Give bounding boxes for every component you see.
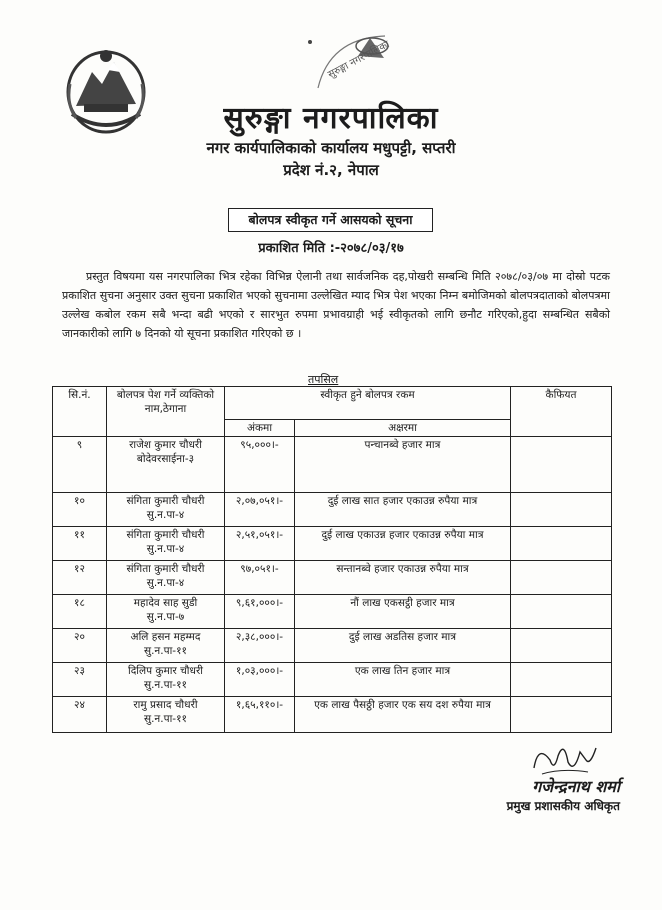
- cell-sn: १८: [53, 595, 107, 629]
- signer-title: प्रमुख प्रशासकीय अधिकृत: [506, 799, 620, 813]
- bidder-name: अलि हसन महम्मद: [130, 631, 201, 643]
- bidder-name: संगिता कुमारी चौधरी: [126, 563, 205, 575]
- cell-figures: ९,६१,०००।-: [225, 595, 295, 629]
- publish-date: प्रकाशित मिति :-२०७८/०३/१७: [258, 241, 404, 256]
- cell-figures: १,०३,०००।-: [225, 663, 295, 697]
- cell-figures: २,५१,०५१।-: [225, 527, 295, 561]
- table-header-row: [53, 387, 612, 420]
- cell-sn: २३: [53, 663, 107, 697]
- cell-remarks: [511, 493, 612, 527]
- handwritten-signature-icon: [528, 738, 600, 780]
- office-address: नगर कार्यपालिकाको कार्यालय मधुपट्टी, सप्तरी: [206, 139, 456, 157]
- cell-remarks: [511, 629, 612, 663]
- cell-sn: १०: [53, 493, 107, 527]
- header-remarks: कैफियत: [511, 387, 612, 437]
- table-row: [53, 437, 612, 493]
- cell-words: एक लाख तिन हजार मात्र: [295, 663, 511, 697]
- bidder-name: रामु प्रसाद चौधरी: [133, 699, 198, 711]
- cell-sn: २४: [53, 697, 107, 733]
- table-row: [53, 595, 612, 629]
- cell-figures: १,६५,११०।-: [225, 697, 295, 733]
- table-row: [53, 697, 612, 733]
- cell-remarks: [511, 561, 612, 595]
- office-name: सुरुङ्गा नगरपालिका: [223, 101, 439, 136]
- cell-sn: २०: [53, 629, 107, 663]
- header-sn: सि.नं.: [53, 387, 107, 437]
- bidder-address: सु.न.पा-११: [144, 679, 187, 691]
- table-row: [53, 629, 612, 663]
- bidder-name: संगिता कुमारी चौधरी: [126, 529, 205, 541]
- cell-bidder: [107, 663, 225, 697]
- bidder-address: सु.न.पा-४: [146, 543, 185, 555]
- notice-title: बोलपत्र स्वीकृत गर्ने आसयको सूचना: [248, 212, 413, 227]
- cell-sn: ११: [53, 527, 107, 561]
- cell-words: पन्चानब्वे हजार मात्र: [295, 437, 511, 493]
- bidder-address: सु.न.पा-४: [146, 509, 185, 521]
- cell-remarks: [511, 595, 612, 629]
- table-body: [53, 437, 612, 733]
- notice-body: प्रस्तुत विषयमा यस नगरपालिका भित्र रहेका विभिन्न ऐलानी तथा सार्वजनिक दह,पोखरी सम्बन्धि मिति २०७८/०३/०७ मा दोस्रो पटक प्रकाशित सुचना अनुसार उक्त सुचना प्रकाशित भएको सुचनामा उल्लेखित म्याद भित्र पेश भएका निम्न बमोजिमको बोलपत्रदाताको बोलपत्रमा उल्लेख कबोल रकम सबै भन्दा बढी भएको र सारभुत रुपमा प्रभावग्राही भई स्वीकृतको लागि छनौट गरिएको,हुदा सम्बन्धित सबैको जानकारीको लागि ७ दिनको यो सूचना प्रकाशित गरिएको छ ।: [62, 270, 610, 340]
- signer-name: गजेन्द्रनाथ शर्मा: [532, 777, 620, 796]
- bidder-name: संगिता कुमारी चौधरी: [126, 495, 205, 507]
- bidder-address: सु.न.पा-७: [146, 611, 185, 623]
- bidder-address: सु.न.पा-४: [146, 577, 185, 589]
- cell-bidder: [107, 527, 225, 561]
- notice-title-box: [228, 208, 433, 232]
- stamp-text: सुरुङ्गा नगरपालिका: [326, 38, 392, 81]
- cell-words: नौं लाख एकसट्ठी हजार मात्र: [295, 595, 511, 629]
- header-in-figures: अंकमा: [225, 420, 295, 437]
- cell-words: सन्तानब्वे हजार एकाउन्न रुपैया मात्र: [295, 561, 511, 595]
- cell-remarks: [511, 663, 612, 697]
- cell-bidder: [107, 437, 225, 493]
- header-amount: स्वीकृत हुने बोलपत्र रकम: [225, 387, 511, 420]
- cell-sn: ९: [53, 437, 107, 493]
- header-bidder: बोलपत्र पेश गर्ने व्यक्तिको नाम,ठेगाना: [107, 387, 225, 437]
- cell-figures: ९७,०५१।-: [225, 561, 295, 595]
- table-row: [53, 527, 612, 561]
- cell-bidder: [107, 595, 225, 629]
- table-row: [53, 561, 612, 595]
- bidder-address: सु.न.पा-११: [144, 645, 187, 657]
- cell-figures: २,०७,०५१।-: [225, 493, 295, 527]
- cell-figures: ९५,०००।-: [225, 437, 295, 493]
- bidder-name: महादेव साह सुडी: [133, 597, 198, 609]
- cell-words: दुई लाख एकाउन्न हजार एकाउन्न रुपैया मात्र: [295, 527, 511, 561]
- header-in-words: अक्षरमा: [295, 420, 511, 437]
- cell-bidder: [107, 697, 225, 733]
- cell-remarks: [511, 527, 612, 561]
- bidder-address: सु.न.पा-११: [144, 713, 187, 725]
- bidder-name: राजेश कुमार चौधरी: [129, 439, 202, 451]
- cell-words: एक लाख पैसठ्ठी हजार एक सय दश रुपैया मात्र: [295, 697, 511, 733]
- table-row: [53, 663, 612, 697]
- cell-words: दुई लाख सात हजार एकाउन्न रुपैया मात्र: [295, 493, 511, 527]
- bidder-address: बोदेवरसाईना-३: [136, 453, 195, 465]
- table-caption: तपसिल: [308, 373, 339, 386]
- office-province: प्रदेश नं.२, नेपाल: [283, 161, 379, 179]
- cell-figures: २,३८,०००।-: [225, 629, 295, 663]
- cell-remarks: [511, 697, 612, 733]
- cell-bidder: [107, 629, 225, 663]
- cell-bidder: [107, 493, 225, 527]
- cell-sn: १२: [53, 561, 107, 595]
- cell-remarks: [511, 437, 612, 493]
- table-row: [53, 493, 612, 527]
- cell-words: दुई लाख अडतिस हजार मात्र: [295, 629, 511, 663]
- cell-bidder: [107, 561, 225, 595]
- bid-table: [52, 386, 612, 733]
- bidder-name: दिलिप कुमार चौधरी: [128, 665, 203, 677]
